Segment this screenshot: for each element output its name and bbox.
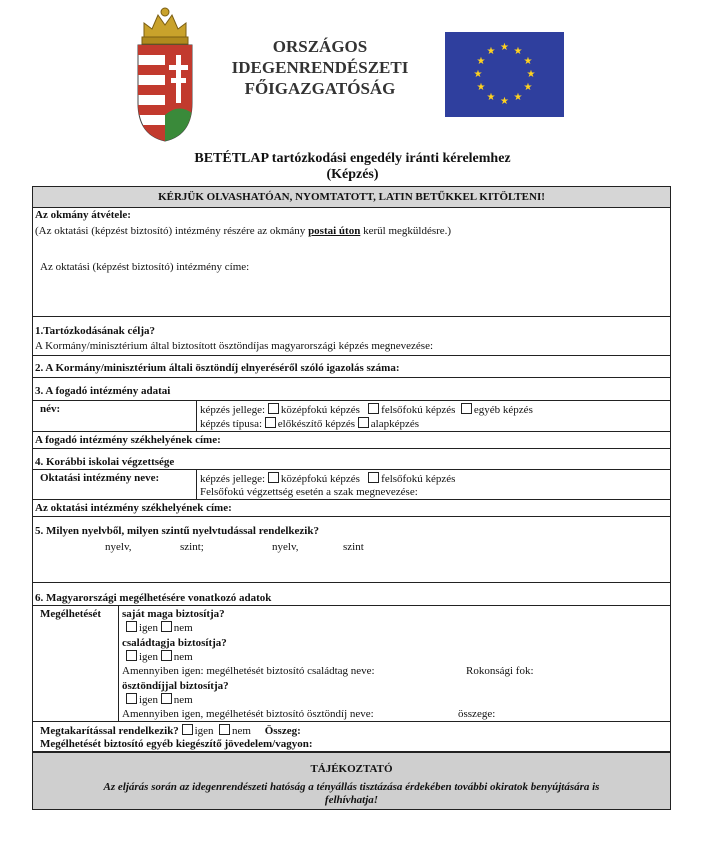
checkbox-self-yes[interactable]: [126, 621, 137, 632]
checkbox-basic[interactable]: [358, 417, 369, 428]
svg-text:★: ★: [513, 92, 523, 103]
receipt-title: Az okmány átvétele:: [35, 209, 131, 221]
section3-type-row: [200, 403, 533, 416]
prev-opt-higher-label: felsőfokú képzés: [381, 473, 456, 485]
q-self-options: [126, 621, 193, 634]
family-yes-label: igen: [139, 651, 158, 663]
institution-address-label: Az oktatási (képzést biztosító) intézmény címe:: [40, 261, 250, 273]
section3-title: 3. A fogadó intézmény adatai: [35, 385, 171, 397]
opt-basic-label: alapképzés: [370, 418, 420, 430]
svg-text:★: ★: [523, 82, 533, 93]
savings-yes-label: igen: [194, 725, 214, 737]
svg-text:★: ★: [476, 56, 486, 67]
checkbox-scholarship-no[interactable]: [161, 693, 172, 704]
scholarship-no-label: nem: [173, 694, 193, 706]
checkbox-scholarship-yes[interactable]: [126, 693, 137, 704]
organization-name: [220, 36, 420, 99]
checkbox-family-yes[interactable]: [126, 650, 137, 661]
checkbox-higher[interactable]: [368, 403, 379, 414]
scholarship-yes-label: igen: [139, 694, 158, 706]
org-line-2: IDEGENRENDÉSZETI: [231, 58, 409, 77]
family-no-label: nem: [173, 651, 193, 663]
form-title-line-2: (Képzés): [326, 167, 379, 182]
section5-lang1: nyelv,: [105, 541, 132, 553]
section5-title: 5. Milyen nyelvből, milyen szintű nyelvtudással rendelkezik?: [35, 525, 319, 537]
opt-other-label: egyéb képzés: [473, 404, 533, 416]
savings-row: [40, 724, 301, 737]
checkbox-prep[interactable]: [265, 417, 276, 428]
svg-text:★: ★: [500, 96, 509, 107]
checkbox-other[interactable]: [461, 403, 472, 414]
q-family-options: [126, 650, 193, 663]
section3-kind-row: [200, 417, 419, 430]
q-scholarship-options: [126, 693, 193, 706]
q-scholarship-amount: összege:: [458, 708, 496, 720]
checkbox-secondary[interactable]: [268, 403, 279, 414]
receipt-note: [35, 225, 451, 237]
section4-seat-label: Az oktatási intézmény székhelyének címe:: [35, 502, 232, 514]
info-text: [32, 781, 671, 807]
opt-higher-label: felsőfokú képzés: [381, 404, 456, 416]
section1-title: 1.Tartózkodásának célja?: [35, 325, 155, 337]
opt-prep-label: előkészítő képzés: [277, 418, 356, 430]
checkbox-family-no[interactable]: [161, 650, 172, 661]
self-no-label: nem: [173, 622, 193, 634]
section3-type-label: képzés jellege:: [200, 404, 266, 416]
checkbox-savings-yes[interactable]: [182, 724, 193, 735]
q-scholarship-note: Amennyiben igen, megélhetését biztosító ösztöndíj neve:: [122, 708, 374, 720]
section3-seat-label: A fogadó intézmény székhelyének címe:: [35, 434, 221, 446]
svg-text:★: ★: [486, 46, 496, 57]
q-self: saját maga biztosítja?: [122, 608, 225, 620]
section5-level2: szint: [343, 541, 364, 553]
opt-secondary-label: középfokú képzés: [280, 404, 360, 416]
q-family-relation: Rokonsági fok:: [466, 665, 534, 677]
section1-subtitle: A Kormány/minisztérium által biztosított ösztöndíjas magyarországi képzés megnevezése:: [35, 340, 434, 352]
instruction-bar: KÉRJÜK OLVASHATÓAN, NYOMTATOTT, LATIN BETŰKKEL KITÖLTENI!: [33, 187, 670, 208]
section5-level1: szint;: [180, 541, 204, 553]
info-line-2: felhívhatja!: [324, 794, 379, 806]
section4-title: 4. Korábbi iskolai végzettsége: [35, 456, 175, 468]
q-family: családtagja biztosítja?: [122, 637, 227, 649]
receipt-note-pre: (Az oktatási (képzést biztosító) intézmény részére az okmány: [35, 225, 309, 237]
org-line-1: ORSZÁGOS: [272, 37, 368, 56]
section4-type-row: [200, 472, 455, 485]
savings-no-label: nem: [232, 725, 251, 737]
svg-text:★: ★: [473, 69, 483, 80]
svg-text:★: ★: [486, 92, 496, 103]
savings-sum-label: Összeg:: [264, 725, 301, 737]
org-line-3: FŐIGAZGATÓSÁG: [244, 79, 396, 98]
institution-address-field[interactable]: [150, 283, 650, 307]
other-income-label: Megélhetését biztosító egyéb kiegészítő jövedelem/vagyon:: [40, 738, 313, 750]
info-title: TÁJÉKOZTATÓ: [310, 763, 393, 775]
svg-text:★: ★: [523, 56, 533, 67]
section5-lang2: nyelv,: [272, 541, 299, 553]
checkbox-prev-secondary[interactable]: [268, 472, 279, 483]
checkbox-self-no[interactable]: [161, 621, 172, 632]
section4-type-label: képzés jellege:: [200, 473, 266, 485]
coat-of-arms-logo: [130, 3, 200, 143]
form-title: [0, 151, 705, 183]
receipt-note-bold: postai úton: [308, 225, 361, 237]
q-family-note: Amennyiben igen: megélhetését biztosító családtag neve:: [122, 665, 375, 677]
svg-text:★: ★: [476, 82, 486, 93]
info-line-1: Az eljárás során az idegenrendészeti hatóság a tényállás tisztázása érdekében további okiratok benyújtására is: [103, 781, 600, 793]
svg-text:★: ★: [500, 42, 509, 53]
q-scholarship: ösztöndíjjal biztosítja?: [122, 680, 229, 692]
svg-text:★: ★: [526, 69, 536, 80]
self-yes-label: igen: [139, 622, 158, 634]
section4-inst-label: Oktatási intézmény neve:: [40, 472, 160, 484]
svg-text:★: ★: [513, 46, 523, 57]
section2-title: 2. A Kormány/minisztérium általi ösztöndíj elnyeréséről szóló igazolás száma:: [35, 362, 400, 374]
receipt-note-post: kerül megküldésre.): [360, 225, 452, 237]
savings-question: Megtakarítással rendelkezik?: [40, 725, 179, 737]
section6-left-label: Megélhetését: [40, 608, 102, 620]
checkbox-prev-higher[interactable]: [368, 472, 379, 483]
checkbox-savings-no[interactable]: [219, 724, 230, 735]
section3-kind-label: képzés típusa:: [200, 418, 263, 430]
form-title-line-1: BETÉTLAP tartózkodási engedély iránti kérelemhez: [194, 151, 511, 166]
section6-title: 6. Magyarországi megélhetésére vonatkozó adatok: [35, 592, 272, 604]
section3-name-label: név:: [40, 403, 61, 415]
prev-opt-secondary-label: középfokú képzés: [280, 473, 360, 485]
section4-higher-note: Felsőfokú végzettség esetén a szak megnevezése:: [200, 486, 418, 498]
eu-flag-logo: [445, 32, 564, 117]
